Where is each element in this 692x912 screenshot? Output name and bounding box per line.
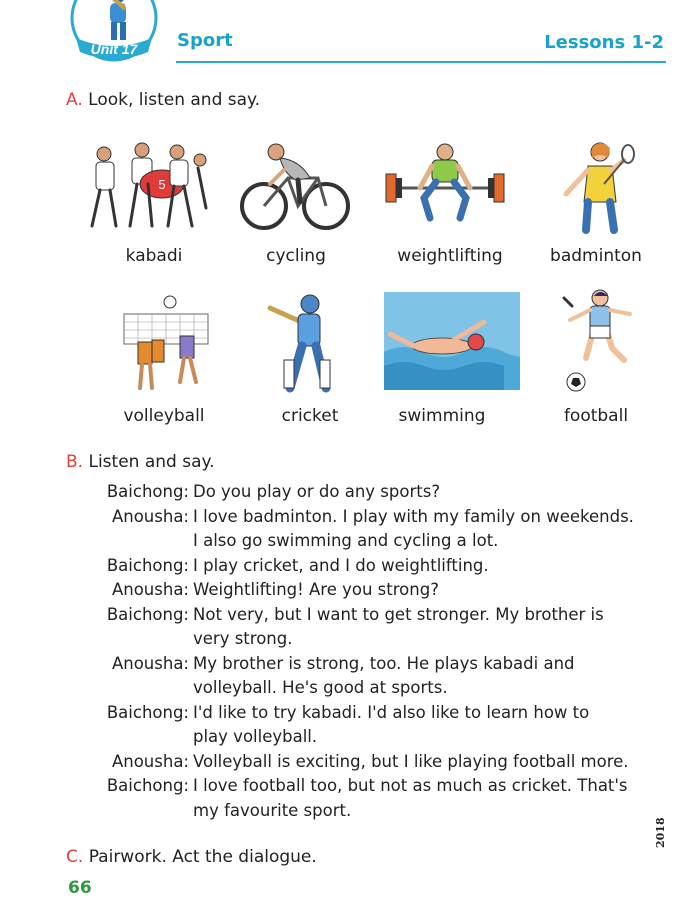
section-c-instruction: Pairwork. Act the dialogue.	[88, 847, 317, 867]
header-rule	[176, 61, 666, 63]
caption-weightlifting: weightlifting	[397, 246, 503, 266]
line-text: I'd like to try kabadi. I'd also like to learn how to	[193, 702, 590, 722]
line-text: I love badminton. I play with my family on weekends.	[193, 506, 634, 526]
kabadi-picture	[82, 138, 212, 233]
caption-cycling: cycling	[266, 246, 326, 266]
dialogue-line	[86, 529, 676, 554]
dialogue	[86, 480, 676, 823]
speaker	[86, 676, 193, 701]
section-c-heading	[66, 847, 317, 867]
speaker: Baichong:	[106, 482, 189, 501]
unit-label: Unit 17	[90, 41, 138, 57]
speaker: Baichong:	[106, 604, 189, 624]
speaker	[86, 725, 193, 750]
volleyball-picture	[118, 292, 214, 392]
speaker: Anousha:	[111, 751, 189, 771]
dialogue-line	[86, 750, 676, 775]
svg-text:5: 5	[158, 177, 166, 192]
line-text: I also go swimming and cycling a lot.	[193, 531, 499, 550]
cycling-picture	[240, 140, 350, 232]
speaker: Baichong:	[106, 555, 189, 575]
section-b-heading	[66, 452, 215, 472]
speaker: Anousha:	[111, 506, 189, 526]
dialogue-line	[86, 701, 676, 726]
section-b-letter: B.	[66, 452, 84, 472]
dialogue-line	[86, 676, 676, 701]
dialogue-line	[86, 725, 676, 750]
line-text: play volleyball.	[193, 727, 318, 746]
swimming-picture	[384, 292, 520, 390]
line-text: Not very, but I want to get stronger. My brother is	[193, 604, 604, 624]
badminton-picture	[558, 138, 638, 234]
unit-badge	[68, 0, 160, 64]
dialogue-line	[86, 554, 676, 579]
line-text: Volleyball is exciting, but I like playing football more.	[193, 751, 629, 771]
lessons-label: Lessons 1-2	[544, 32, 664, 53]
dialogue-line	[86, 799, 676, 824]
dialogue-line	[86, 627, 676, 652]
caption-volleyball: volleyball	[123, 406, 205, 426]
page-number: 66	[68, 878, 92, 898]
speaker: Anousha:	[111, 580, 189, 599]
line-text: Weightlifting! Are you strong?	[193, 580, 439, 599]
dialogue-line	[86, 480, 676, 505]
football-picture	[560, 288, 640, 394]
line-text: Do you play or do any sports?	[193, 482, 441, 501]
speaker: Anousha:	[111, 653, 189, 673]
speaker: Baichong:	[106, 776, 189, 795]
line-text: my favourite sport.	[193, 800, 352, 820]
speaker: Baichong:	[106, 702, 189, 722]
section-c-letter: C.	[66, 847, 84, 867]
caption-badminton: badminton	[550, 246, 642, 266]
dialogue-line	[86, 652, 676, 677]
line-text: very strong.	[193, 629, 293, 648]
cricket-picture	[266, 290, 336, 394]
section-a-heading	[66, 90, 260, 110]
line-text: My brother is strong, too. He plays kabadi and	[193, 653, 575, 673]
speaker	[86, 799, 193, 824]
speaker	[86, 627, 193, 652]
section-a-letter: A.	[66, 90, 83, 110]
caption-kabadi: kabadi	[125, 246, 183, 266]
dialogue-line	[86, 505, 676, 530]
print-year: 2018	[654, 817, 667, 848]
line-text: I play cricket, and I do weightlifting.	[193, 555, 489, 575]
line-text: I love football too, but not as much as cricket. That's	[193, 776, 628, 795]
dialogue-line	[86, 578, 676, 603]
weightlifting-picture	[382, 142, 508, 222]
dialogue-line	[86, 603, 676, 628]
caption-cricket: cricket	[281, 406, 339, 426]
dialogue-line	[86, 774, 676, 799]
caption-football: football	[563, 406, 629, 426]
caption-swimming: swimming	[398, 406, 486, 426]
section-a-instruction: Look, listen and say.	[88, 90, 261, 110]
unit-title: Sport	[177, 30, 233, 51]
line-text: volleyball. He's good at sports.	[193, 678, 448, 697]
speaker	[86, 529, 193, 554]
section-b-instruction: Listen and say.	[88, 452, 215, 472]
